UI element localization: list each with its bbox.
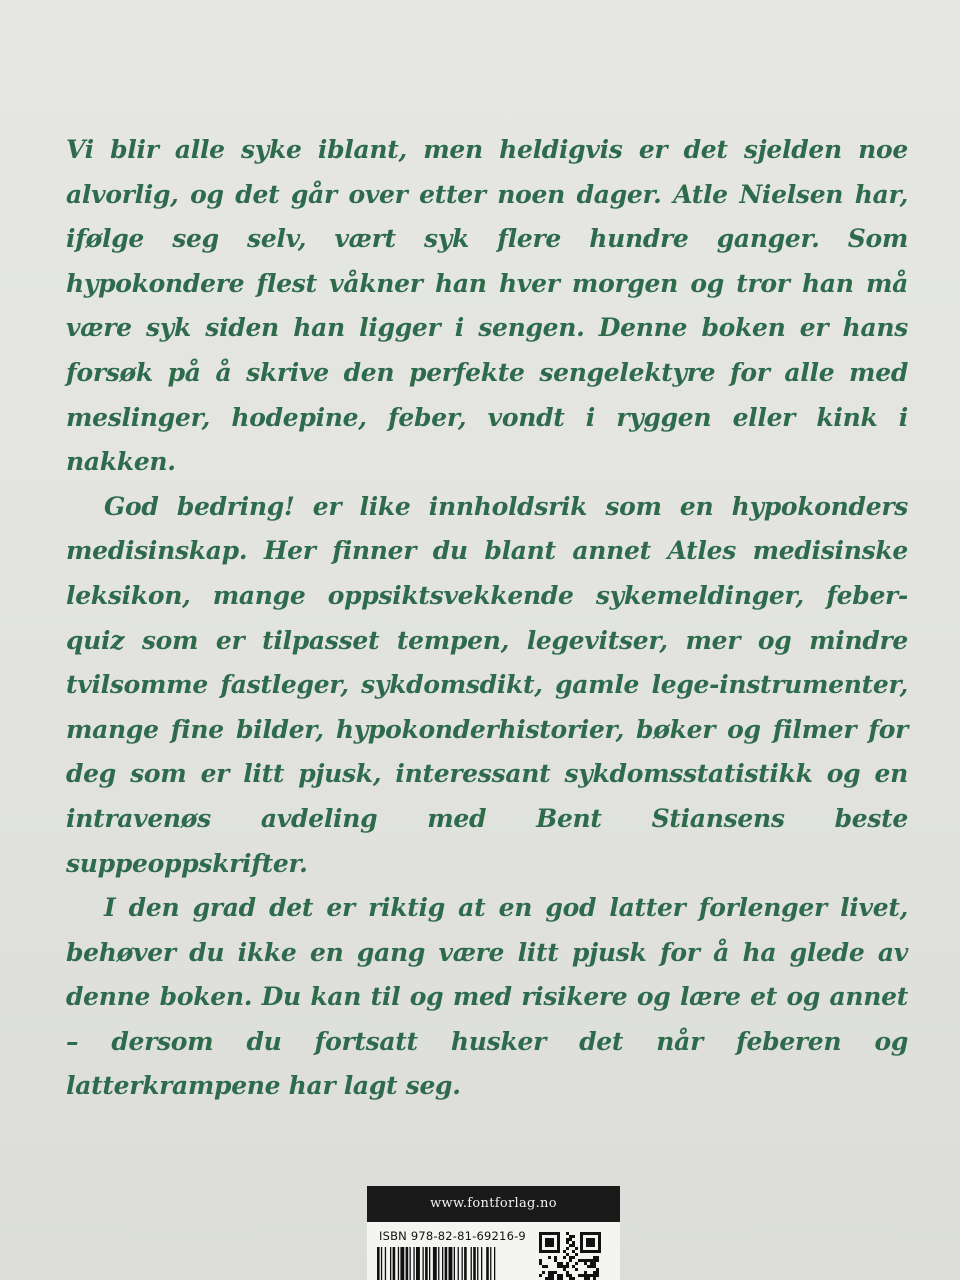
blurb-paragraph-2: God bedring! er like innholdsrik som en hypokonders medisinskap. Her finner du blant annet Atles medisinske leksikon, mange oppsiktsvekkende sykemeldinger, feber-quiz som er tilpasset tempen, legevitser, mer og mindre tvilsomme fastleger, sykdomsdikt, gamle lege-instrumenter, mange fine bilder, hypokonderhistorier, bøker og filmer for deg som er litt pjusk, interessant sykdomsstatistikk og en intravenøs avdeling med Bent Stiansens beste suppeoppskrifter. (66, 491, 908, 878)
blurb-paragraph-3: I den grad det er riktig at en god latter forlenger livet, behøver du ikke en gang være litt pjusk for å ha glede av denne boken. Du kan til og med risikere og lære et og annet – dersom du fortsatt husker det når feberen og latterkrampene har lagt seg. (66, 893, 908, 1101)
qr-code-icon (539, 1232, 601, 1280)
barcode-panel (367, 1186, 620, 1280)
isbn-number: ISBN 978-82-81-69216-9 (379, 1229, 526, 1243)
blurb-text (66, 128, 908, 1109)
barcode-icon (377, 1247, 533, 1280)
blurb-paragraph-1: Vi blir alle syke iblant, men heldigvis er det sjelden noe alvorlig, og det går over etter noen dager. Atle Nielsen har, ifølge seg selv, vært syk flere hundre ganger. Som hypokondere flest våkner han hver morgen og tror han må være syk siden han ligger i sengen. Denne boken er hans forsøk på å skrive den perfekte sengelektyre for alle med meslinger, hodepine, feber, vondt i ryggen eller kink i nakken. (66, 135, 908, 477)
publisher-url: www.fontforlag.no (367, 1186, 620, 1222)
